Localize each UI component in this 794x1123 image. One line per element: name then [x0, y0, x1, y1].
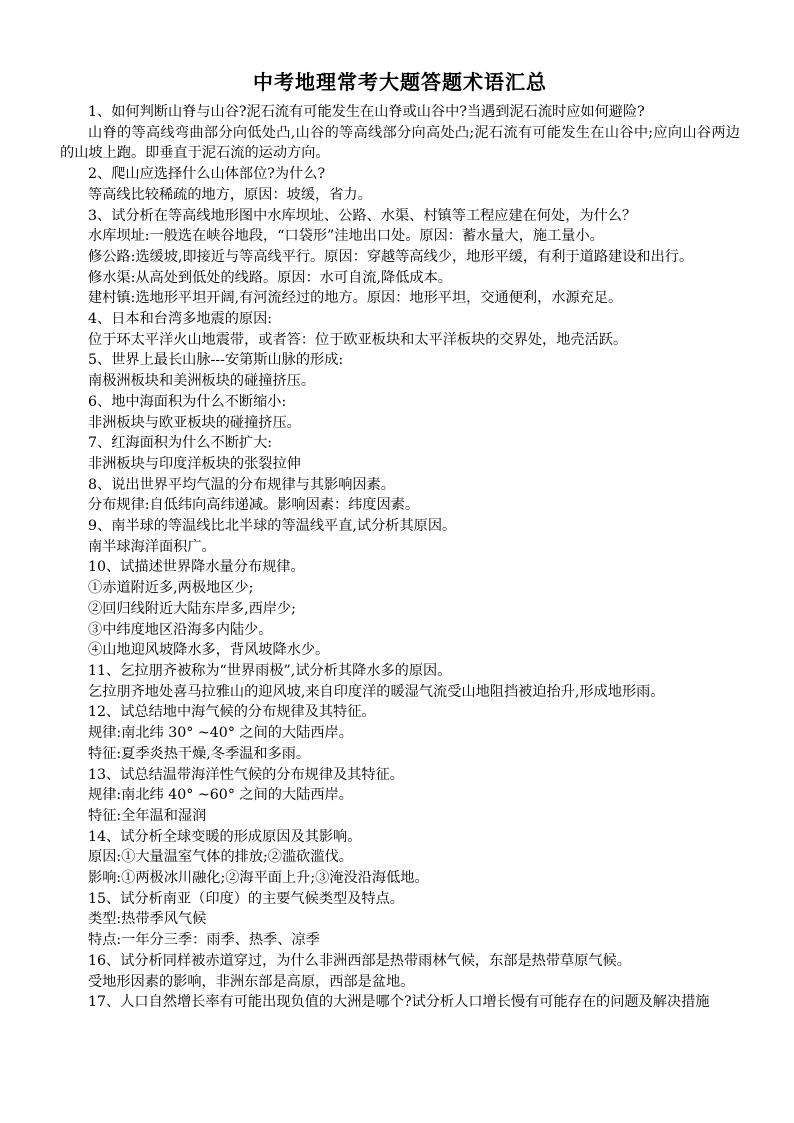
question-line: 2、爬山应选择什么山体部位?为什么?: [88, 166, 326, 183]
answer-line: 分布规律:自低纬向高纬递减。影响因素：纬度因素。: [88, 497, 420, 514]
answer-line: 特点:一年分三季：雨季、热季、凉季: [88, 932, 320, 949]
question-line: 6、地中海面积为什么不断缩小:: [88, 393, 287, 410]
answer-line: 修水渠:从高处到低处的线路。原因：水可自流,降低成本。: [88, 269, 452, 286]
answer-line: 建村镇:选地形平坦开阔,有河流经过的地方。原因：地形平坦，交通便利，水源充足。: [88, 290, 623, 307]
question-line: 5、世界上最长山脉---安第斯山脉的形成:: [88, 352, 344, 369]
answer-line: 特征:全年温和湿润: [88, 807, 207, 824]
question-line: 1、如何判断山脊与山谷?泥石流有可能发生在山脊或山谷中?当遇到泥石流时应如何避险?: [88, 104, 645, 120]
question-line: 13、试总结温带海洋性气候的分布规律及其特征。: [88, 766, 404, 783]
question-line: 16、试分析同样被赤道穿过，为什么非洲西部是热带雨林气候，东部是热带草原气候。: [88, 952, 631, 969]
document-page: [60, 68, 740, 1013]
answer-line: ②回归线附近大陆东岸多,西岸少;: [88, 600, 296, 617]
answer-line: 影响:①两极冰川融化;②海平面上升;③淹没沿海低地。: [88, 870, 429, 887]
document-body: [60, 102, 740, 1013]
question-line: 11、乞拉朋齐被称为“世界雨极”,试分析其降水多的原因。: [88, 662, 452, 679]
question-line: 7、红海面积为什么不断扩大:: [88, 435, 273, 452]
question-line: 8、说出世界平均气温的分布规律与其影响因素。: [88, 476, 395, 493]
question-line: 12、试总结地中海气候的分布规律及其特征。: [88, 704, 376, 721]
question-line: 4、日本和台湾多地震的原因:: [88, 311, 273, 328]
question-line: 15、试分析南亚（印度）的主要气候类型及特点。: [88, 890, 404, 907]
answer-line: 规律:南北纬 30° ~40° 之间的大陆西岸。: [88, 725, 353, 742]
answer-line: 修公路:选缓坡,即接近与等高线平行。原因：穿越等高线少，地形平缓，有利于道路建设和出行。: [88, 248, 694, 265]
document-title: 中考地理常考大题答题术语汇总: [253, 70, 547, 94]
answer-line: 非洲板块与印度洋板块的张裂拉伸: [88, 455, 301, 472]
answer-line: 类型:热带季风气候: [88, 911, 207, 928]
answer-line: ③中纬度地区沿海多内陆少。: [88, 621, 273, 638]
answer-line: 特征:夏季炎热干燥,冬季温和多雨。: [88, 745, 311, 762]
question-line: 10、试描述世界降水量分布规律。: [88, 559, 305, 576]
question-line: 3、试分析在等高线地形图中水库坝址、公路、水渠、村镇等工程应建在何处，为什么？: [88, 207, 637, 224]
answer-line: 山脊的等高线弯曲部分向低处凸,山谷的等高线部分向高处凸;泥石流有可能发生在山谷中;应向山谷两边的山坡上跑。即垂直于泥石流的运动方向。: [60, 124, 740, 162]
answer-line: 南极洲板块和美洲板块的碰撞挤压。: [88, 373, 316, 390]
answer-line: 原因:①大量温室气体的排放;②滥砍滥伐。: [88, 849, 353, 866]
answer-line: 水库坝址:一般选在峡谷地段，“口袋形”洼地出口处。原因：蓄水量大，施工量小。: [88, 228, 604, 245]
answer-line: 规律:南北纬 40° ~60° 之间的大陆西岸。: [88, 787, 353, 804]
answer-line: 位于环太平洋火山地震带，或者答：位于欧亚板块和太平洋板块的交界处，地壳活跃。: [88, 331, 628, 348]
answer-line: ④山地迎风坡降水多，背风坡降水少。: [88, 642, 330, 659]
answer-line: 非洲板块与欧亚板块的碰撞挤压。: [88, 414, 301, 431]
answer-line: 南半球海洋面积广。: [88, 538, 216, 555]
question-line: 14、试分析全球变暖的形成原因及其影响。: [88, 828, 362, 845]
answer-line: 等高线比较稀疏的地方，原因：坡缓，省力。: [88, 186, 372, 203]
answer-line: 受地形因素的影响，非洲东部是高原，西部是盆地。: [88, 973, 415, 990]
answer-line: 乞拉朋齐地处喜马拉雅山的迎风坡,来自印度洋的暖湿气流受山地阻挡被迫抬升,形成地形雨。: [88, 683, 665, 700]
answer-line: ①赤道附近多,两极地区少;: [88, 580, 254, 597]
question-line: 9、南半球的等温线比北半球的等温线平直,试分析其原因。: [88, 518, 457, 535]
question-line: 17、人口自然增长率有可能出现负值的大洲是哪个?试分析人口增长慢有可能存在的问题及解决措施: [88, 994, 710, 1011]
